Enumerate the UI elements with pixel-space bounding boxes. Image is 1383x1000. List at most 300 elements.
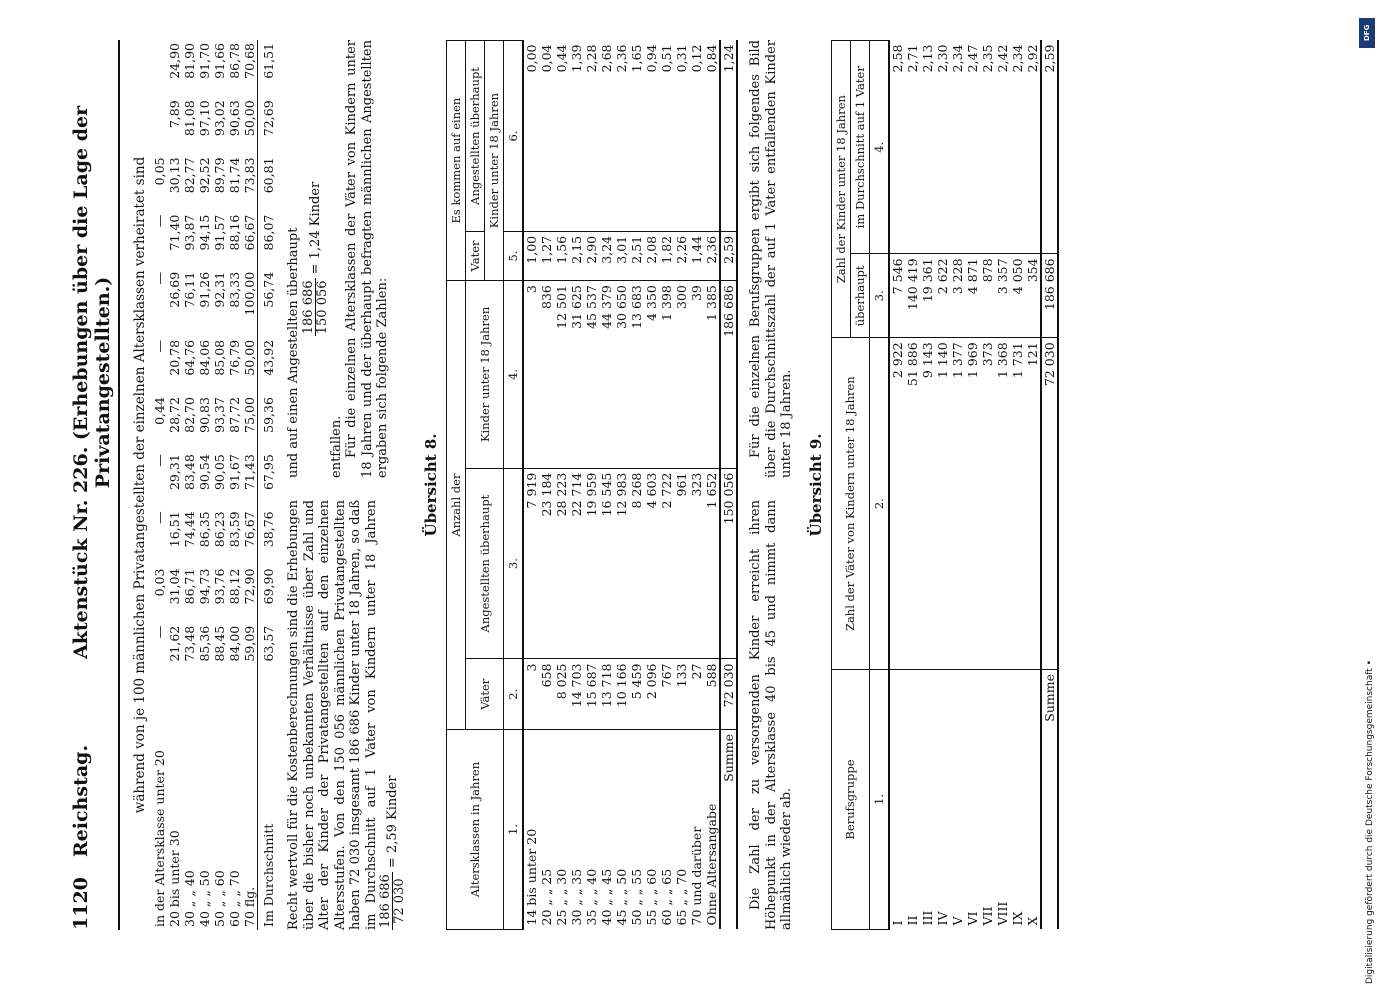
table-cell: 71,40	[167, 214, 182, 251]
table-cell: 1 969	[965, 338, 980, 670]
table-cell: 3 357	[995, 254, 1010, 338]
table-cell: 50,00	[242, 100, 257, 137]
text-columns	[286, 40, 406, 930]
table-cell: 0,04	[539, 41, 554, 232]
table-cell: 1,65	[629, 41, 644, 232]
table-cell: 7 546	[889, 254, 905, 338]
table-cell: 70,68	[242, 43, 257, 79]
sum-cell: 2,59	[720, 231, 737, 280]
table-cell: 15 687	[584, 659, 599, 730]
table-cell: 43,92	[258, 337, 277, 394]
table-cell: 22 714	[569, 468, 584, 659]
uebersicht-8-title: Übersicht 8.	[422, 433, 440, 537]
table-cell: 0,12	[689, 41, 704, 232]
table-cell: 85,36	[197, 625, 212, 662]
table-cell: 86,71	[182, 568, 197, 605]
u8-header-kinder: Kinder unter 18 Jahren	[466, 281, 504, 469]
table-cell: 87,72	[227, 397, 242, 433]
column-number: 4.	[504, 281, 524, 469]
table-cell: 71,43	[242, 454, 257, 491]
u8-header-anzahl: Anzahl der	[447, 281, 466, 730]
table-cell: 1 731	[1010, 338, 1025, 670]
right-column	[286, 40, 406, 478]
table-cell: V	[949, 916, 965, 926]
table-cell: 86,35	[197, 511, 212, 548]
sum-cell: 2,59	[1041, 41, 1058, 254]
table-cell: 30,13	[167, 157, 182, 194]
table-cell: 2,36	[614, 41, 629, 232]
table-cell: 60,81	[258, 154, 277, 211]
table-cell: 91,26	[197, 271, 212, 308]
table-cell: 0,94	[644, 41, 659, 232]
table-cell: 92,52	[197, 157, 212, 194]
sum-cell: 186 686	[1041, 254, 1058, 338]
table-cell: 82,70	[182, 397, 197, 433]
table-cell: 1,44	[689, 231, 704, 280]
column-number: 3.	[869, 254, 889, 338]
table-row	[242, 40, 258, 930]
table-cell: Ohne Altersangabe	[704, 803, 719, 926]
fraction-per-employee: 186 686 150 056	[300, 280, 330, 335]
table-cell: 29,31	[167, 454, 182, 491]
table-cell: 50 „ „ 55	[629, 868, 644, 926]
table-cell: —	[152, 625, 167, 639]
table-cell: 4 350	[644, 281, 659, 469]
table1-caption: während von je 100 männlichen Privatangestellten der einzelnen Altersklassen verheiratet sind	[132, 156, 148, 814]
table-row	[167, 40, 182, 930]
page-number: 1120	[70, 877, 92, 930]
header-left-title: Reichstag.	[70, 744, 92, 858]
table-cell: 0,00	[523, 41, 539, 232]
table-cell: 83,48	[182, 454, 197, 491]
table-row	[965, 41, 980, 930]
column-number: 5.	[504, 231, 524, 280]
table-cell: —	[152, 454, 167, 467]
table-cell: 90,54	[197, 454, 212, 491]
column-number: 2.	[869, 338, 889, 670]
row-label: 20 bis unter 30	[167, 830, 182, 927]
table-cell: 16 545	[599, 468, 614, 659]
text-columns-2	[748, 40, 795, 930]
table-cell: 2 922	[889, 338, 905, 670]
digitization-notice: Digitalisierung gefördert durch die Deutsche Forschungsgemeinschaft •	[1365, 660, 1375, 984]
sum-cell: 1,24	[720, 41, 737, 232]
rotated-page-content	[70, 40, 1057, 930]
table-cell: 14 bis unter 20	[523, 730, 539, 930]
table-cell: 35 „ „ 40	[584, 868, 599, 926]
table-row	[644, 41, 659, 930]
table-cell: 91,57	[212, 214, 227, 251]
average-row	[258, 40, 277, 930]
table-cell: 2,28	[584, 41, 599, 232]
table-cell: 588	[704, 659, 720, 730]
table-cell: 94,73	[197, 568, 212, 605]
table-row	[689, 41, 704, 930]
table-cell: —	[152, 214, 167, 228]
table-cell: 28,72	[167, 397, 182, 433]
table-cell: 0,84	[704, 41, 720, 232]
table-cell: 84,06	[197, 339, 212, 376]
table-cell: 13 718	[599, 659, 614, 730]
table-cell: 93,87	[182, 214, 197, 251]
table-cell: 91,67	[227, 454, 242, 491]
table-row	[227, 40, 242, 930]
u8-header-angestellte: Angestellten überhaupt	[466, 468, 504, 659]
table-cell: 45 537	[584, 281, 599, 469]
table-cell: 2,15	[569, 231, 584, 280]
table-cell: 39	[689, 281, 704, 469]
table-row	[704, 41, 720, 930]
table-cell: 64,76	[182, 339, 197, 376]
table-cell: 20 „ „ 25	[539, 868, 554, 926]
table-cell: 72,69	[258, 97, 277, 154]
table-cell: 50,00	[242, 339, 257, 376]
table-cell: 97,10	[197, 100, 212, 137]
table-cell: 2,30	[935, 41, 950, 254]
table-cell: 56,74	[258, 269, 277, 337]
table-cell: —	[152, 271, 167, 285]
table-cell: 89,79	[212, 157, 227, 194]
table-cell: 1 398	[659, 281, 674, 469]
table-row	[995, 41, 1010, 930]
column-number: 1.	[869, 670, 889, 930]
table-cell: 878	[980, 254, 995, 338]
table-cell: 0,44	[152, 397, 167, 425]
table-cell: 2,92	[1025, 41, 1041, 254]
sum-cell: Summe	[720, 730, 737, 930]
table-cell: 0,03	[152, 568, 167, 597]
table-cell: VI	[964, 911, 980, 926]
table-cell: 63,57	[258, 623, 277, 680]
table-row	[523, 41, 539, 930]
table-cell: 91,70	[197, 43, 212, 79]
table-cell: 83,59	[227, 511, 242, 548]
table-cell: 93,76	[212, 568, 227, 605]
table-cell: 767	[659, 659, 674, 730]
table-cell: 60 „ „ 65	[659, 868, 674, 926]
column-number: 6.	[504, 41, 524, 232]
row-label: 30 „ „ 40	[182, 870, 197, 927]
table-cell: 23 184	[539, 468, 554, 659]
table-cell: 2,34	[1010, 41, 1025, 254]
table-cell: 83,33	[227, 271, 242, 308]
uebersicht-9-title: Übersicht 9.	[806, 433, 825, 537]
table-cell: 1 368	[995, 338, 1010, 670]
table-cell: 25 „ „ 30	[554, 868, 569, 926]
table-cell: 59,36	[258, 394, 277, 451]
fraction-per-father: 186 686 72 030	[378, 874, 407, 928]
table-cell: 2 622	[935, 254, 950, 338]
u9-header-berufsgruppe: Berufsgruppe	[831, 670, 869, 930]
table-cell: —	[152, 511, 167, 524]
table-cell: 75,00	[242, 397, 257, 433]
table-cell: 3 228	[950, 254, 965, 338]
table-cell: 14 703	[569, 659, 584, 730]
table-cell: 40 „ „ 45	[599, 868, 614, 926]
table-cell: 44 379	[599, 281, 614, 469]
sum-cell: 72 030	[720, 659, 737, 730]
paragraph-per-employee: und auf einen Angestellten überhaupt 186 686 150 056 = 1,24 Kinder entfallen.	[286, 181, 344, 478]
table-cell: 93,02	[212, 100, 227, 137]
table-cell: VII	[979, 906, 995, 926]
table-cell: 836	[539, 281, 554, 469]
paragraph-children-intro: Recht wertvoll für die Kostenberechnungen sind die Erhebungen über die bisher noch unbekannten Verhältnisse über Zahl und Alter der Kinder der Privatangestellten auf den einzelnen Altersstufen. Von den 150 056 männlichen Privatangestellten haben 72 030 insgesamt 186 686 Kinder unter 18 Jahren, so daß im Durchschnitt auf 1 Vater von Kindern unter 18 Jahren 186 686 72 030 = 2,59 Kinder	[286, 500, 407, 930]
uebersicht-9-table	[831, 40, 1059, 930]
table-cell: 74,44	[182, 511, 197, 548]
table-cell: 2,36	[704, 231, 720, 280]
table-cell: 0,51	[659, 41, 674, 232]
table-cell: 20,78	[167, 339, 182, 376]
sum-row	[720, 41, 737, 930]
table-cell: 31,04	[167, 568, 182, 605]
u8-header-es-kommen: Es kommen auf einen	[447, 41, 466, 281]
table-cell: 12 501	[554, 281, 569, 469]
u8-header-vaeter: Väter	[466, 659, 504, 730]
table-row	[569, 41, 584, 930]
table-cell: 51 886	[905, 338, 920, 670]
table-cell: 24,90	[167, 43, 182, 79]
digitization-sidebar	[1357, 10, 1377, 990]
marriage-rate-table	[152, 40, 276, 930]
table-row	[584, 41, 599, 930]
table-cell: 1 377	[950, 338, 965, 670]
table-cell: 16,51	[167, 511, 182, 548]
table-row	[554, 41, 569, 930]
sum-cell: 150 056	[720, 468, 737, 659]
table-cell: 9 143	[920, 338, 935, 670]
table-cell: 2,34	[950, 41, 965, 254]
table-row	[889, 41, 905, 930]
table-cell: 86,78	[227, 43, 242, 79]
table-cell: 19 959	[584, 468, 599, 659]
u8-header-age: Altersklassen in Jahren	[447, 730, 504, 930]
table-row	[920, 41, 935, 930]
table-cell: II	[904, 915, 920, 926]
table-cell: 2 096	[644, 659, 659, 730]
table-cell: 3	[523, 281, 539, 469]
table-cell: 38,76	[258, 508, 277, 565]
table-cell: 7,89	[167, 100, 182, 129]
table-cell: 94,15	[197, 214, 212, 251]
sum-row	[1041, 41, 1058, 930]
table-cell: 373	[980, 338, 995, 670]
table-cell: 61,51	[258, 40, 277, 97]
table-row	[182, 40, 197, 930]
table-cell: 81,90	[182, 43, 197, 79]
paragraph-occupations: Für die einzelnen Berufsgruppen ergibt sich folgendes Bild über die Durchschnittszahl der auf 1 Vater entfallenden Kinder unter 18 Jahren.	[748, 40, 794, 478]
table-cell: 92,31	[212, 271, 227, 308]
table-cell: 1,00	[523, 231, 539, 280]
table-row	[197, 40, 212, 930]
column-number: 4.	[869, 41, 889, 254]
row-label: 70 flg.	[242, 886, 257, 927]
row-label: Im Durchschnitt	[258, 680, 277, 930]
u9-header-vaeter: Zahl der Väter von Kindern unter 18 Jahren	[831, 338, 869, 670]
u9-header-kinder: Zahl der Kinder unter 18 Jahren	[831, 41, 850, 338]
table-cell: 323	[689, 468, 704, 659]
table-row	[152, 40, 167, 930]
left-column	[286, 500, 406, 930]
table-cell: 73,83	[242, 157, 257, 194]
table-cell: 2,47	[965, 41, 980, 254]
table-cell: 4 050	[1010, 254, 1025, 338]
table-cell: 59,09	[242, 625, 257, 662]
table-cell: 12 983	[614, 468, 629, 659]
table-cell: 30 „ „ 35	[569, 868, 584, 926]
table-cell: 82,77	[182, 157, 197, 194]
table-row	[614, 41, 629, 930]
table-cell: IX	[1009, 911, 1025, 926]
u8-header-ang-ueberhaupt: Angestellten überhaupt	[466, 41, 485, 232]
table-cell: 5 459	[629, 659, 644, 730]
table-row	[980, 41, 995, 930]
table-cell: 86,07	[258, 212, 277, 269]
table-cell: 88,45	[212, 625, 227, 662]
table-cell: 90,05	[212, 454, 227, 491]
table-cell: VIII	[994, 901, 1010, 926]
table-cell: 28 223	[554, 468, 569, 659]
table-row	[674, 41, 689, 930]
table-cell: 91,66	[212, 43, 227, 79]
table-cell: 21,62	[167, 625, 182, 662]
table-cell: 2 722	[659, 468, 674, 659]
table-cell: 88,16	[227, 214, 242, 251]
header-title: Aktenstück Nr. 226. (Erhebungen über die Lage der Privatangestellten.)	[70, 105, 114, 660]
paragraph-peak: Die Zahl der zu versorgenden Kinder erreicht ihren Höhepunkt in der Altersklasse 40 bis 45 und nimmt dann allmählich wieder ab.	[748, 500, 794, 930]
table-row	[1010, 41, 1025, 930]
table-cell: 1 652	[704, 468, 720, 659]
table-cell: 13 683	[629, 281, 644, 469]
table-cell: 55 „ „ 60	[644, 868, 659, 926]
table-cell: 2,58	[889, 41, 905, 254]
table-cell: 86,23	[212, 511, 227, 548]
table-cell: 31 625	[569, 281, 584, 469]
table-cell: 1,27	[539, 231, 554, 280]
sum-cell: Summe	[1041, 670, 1058, 930]
table-cell: 2,90	[584, 231, 599, 280]
table-cell: 1,39	[569, 41, 584, 232]
table-row	[212, 40, 227, 930]
table-cell: 2,42	[995, 41, 1010, 254]
table-cell: X	[1024, 916, 1040, 926]
table-row	[905, 41, 920, 930]
table-cell: 72,90	[242, 568, 257, 605]
u9-header-ueberhaupt: überhaupt	[850, 254, 869, 338]
table-cell: 2,35	[980, 41, 995, 254]
table-row	[539, 41, 554, 930]
u8-header-kinder-unter: Kinder unter 18 Jahren	[485, 41, 504, 281]
table-row	[935, 41, 950, 930]
table-row	[1025, 41, 1041, 930]
table-cell: 90,63	[227, 100, 242, 137]
column-number: 2.	[504, 659, 524, 730]
table-cell: 3,01	[614, 231, 629, 280]
table-cell: 100,00	[242, 271, 257, 316]
table-cell: 69,90	[258, 566, 277, 623]
table-cell: 81,74	[227, 157, 242, 194]
paragraph-age-classes: Für die einzelnen Altersklassen der Väter von Kindern unter 18 Jahren und der überhaupt befragten männlichen Angestellten ergaben sich folgende Zahlen:	[344, 40, 390, 478]
table-cell: 84,00	[227, 625, 242, 662]
table-cell: 2,08	[644, 231, 659, 280]
table-cell: 73,48	[182, 625, 197, 662]
table-cell: 66,67	[242, 214, 257, 251]
table-cell: III	[919, 910, 935, 926]
table-cell: 8 025	[554, 659, 569, 730]
table-cell: 76,79	[227, 339, 242, 376]
table-cell: 0,05	[152, 157, 167, 186]
table-row	[599, 41, 614, 930]
page-header	[70, 40, 120, 930]
sum-cell: 72 030	[1041, 338, 1058, 670]
table-cell: 1 140	[935, 338, 950, 670]
table-cell: 121	[1025, 338, 1041, 670]
row-label: 40 „ „ 50	[197, 870, 212, 927]
table-cell: 26,69	[167, 271, 182, 308]
table-cell: 45 „ „ 50	[614, 868, 629, 926]
table-cell: 2,26	[674, 231, 689, 280]
table-cell: 7 919	[523, 468, 539, 659]
table-cell: 0,31	[674, 41, 689, 232]
table-cell: 2,51	[629, 231, 644, 280]
table-cell: 133	[674, 659, 689, 730]
table-cell: 3,24	[599, 231, 614, 280]
uebersicht-8-table	[446, 40, 738, 930]
table-row	[950, 41, 965, 930]
table-cell: 2,71	[905, 41, 920, 254]
table-cell: 70 und darüber	[689, 826, 704, 926]
table-cell: 354	[1025, 254, 1041, 338]
row-label: 60 „ „ 70	[227, 870, 242, 927]
dfg-logo: DFG	[1359, 18, 1375, 48]
table-cell: 8 268	[629, 468, 644, 659]
table-cell: 88,12	[227, 568, 242, 605]
table-cell: 2,68	[599, 41, 614, 232]
table-cell: 85,08	[212, 339, 227, 376]
table-cell: 76,11	[182, 271, 197, 308]
table-cell: 2,13	[920, 41, 935, 254]
table-cell: 961	[674, 468, 689, 659]
table-cell: 658	[539, 659, 554, 730]
table-cell: 4 871	[965, 254, 980, 338]
row-label: 50 „ „ 60	[212, 870, 227, 927]
u9-header-durchschnitt: im Durchschnitt auf 1 Vater	[850, 41, 869, 254]
table-cell: 1,82	[659, 231, 674, 280]
table-cell: 0,44	[554, 41, 569, 232]
table-cell: 90,83	[197, 397, 212, 433]
table-cell: 30 650	[614, 281, 629, 469]
table-cell: 19 361	[920, 254, 935, 338]
table-row	[629, 41, 644, 930]
table-cell: 4 603	[644, 468, 659, 659]
table-cell: 1,56	[554, 231, 569, 280]
table-cell: 76,67	[242, 511, 257, 548]
table-row	[659, 41, 674, 930]
table-cell: IV	[934, 911, 950, 926]
table-cell: I	[889, 670, 905, 930]
table-cell: —	[152, 339, 167, 353]
table-cell: 1 385	[704, 281, 720, 469]
table-cell: 65 „ „ 70	[674, 868, 689, 926]
table-cell: 3	[523, 659, 539, 730]
table-cell: 10 166	[614, 659, 629, 730]
column-number: 3.	[504, 468, 524, 659]
u8-header-vater: Vater	[466, 231, 485, 280]
table-cell: 27	[689, 659, 704, 730]
column-number: 1.	[504, 730, 524, 930]
table-cell: 93,37	[212, 397, 227, 433]
row-label: in der Altersklasse unter 20	[152, 750, 167, 927]
table-cell: 67,95	[258, 451, 277, 508]
